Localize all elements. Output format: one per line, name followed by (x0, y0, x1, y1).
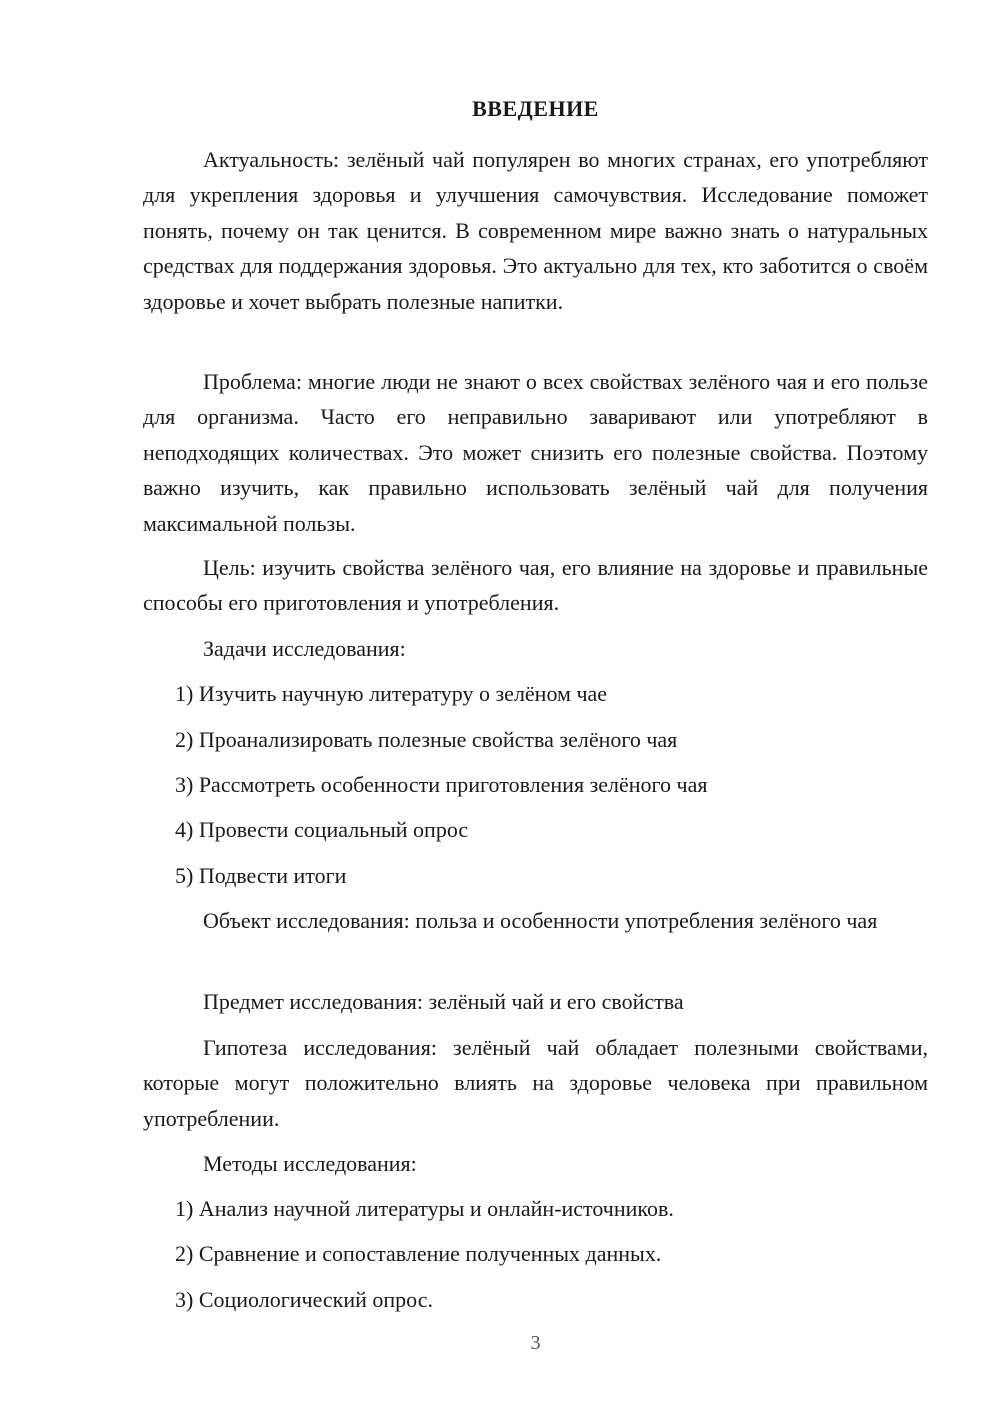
object-paragraph: Объект исследования: польза и особенности употребления зелёного чая (203, 908, 878, 933)
subject-paragraph: Предмет исследования: зелёный чай и его свойства (203, 989, 684, 1014)
hypothesis-paragraph: Гипотеза исследования: зелёный чай обладает полезными свойствами, которые могут положительно влиять на здоровье человека при правильном употреблении. (143, 1035, 928, 1131)
tasks-heading: Задачи исследования: (203, 636, 406, 661)
list-item-method-3: 3) Социологический опрос. (175, 1287, 433, 1312)
methods-heading: Методы исследования: (203, 1151, 417, 1176)
list-item-task-4: 4) Провести социальный опрос (175, 817, 469, 842)
list-item-method-2: 2) Сравнение и сопоставление полученных данных. (175, 1241, 662, 1266)
list-item-task-1: 1) Изучить научную литературу о зелёном чае (175, 681, 608, 706)
relevance-paragraph: Актуальность: зелёный чай популярен во многих странах, его употребляют для укрепления здоровья и улучшения самочувствия. Исследование поможет понять, почему он так ценится. В современном мире важно знать о натуральных средствах для поддержания здоровья. Это актуально для тех, кто заботится о своём здоровье и хочет выбрать полезные напитки. (143, 147, 928, 314)
list-item-task-5: 5) Подвести итоги (175, 863, 347, 888)
list-item-method-1: 1) Анализ научной литературы и онлайн-источников. (175, 1196, 674, 1221)
goal-paragraph: Цель: изучить свойства зелёного чая, его влияние на здоровье и правильные способы его приготовления и употребления. (143, 555, 928, 616)
list-item-task-3: 3) Рассмотреть особенности приготовления зелёного чая (175, 772, 708, 797)
list-item-task-2: 2) Проанализировать полезные свойства зелёного чая (175, 727, 678, 752)
page-title: ВВЕДЕНИЕ (472, 96, 599, 121)
page-number: 3 (530, 1332, 541, 1354)
problem-paragraph: Проблема: многие люди не знают о всех свойствах зелёного чая и его пользе для организма. Часто его неправильно заваривают или употребляют в неподходящих количествах. Это может снизить его полезные свойства. Поэтому важно изучить, как правильно использовать зелёный чай для получения максимальной пользы. (143, 369, 928, 536)
